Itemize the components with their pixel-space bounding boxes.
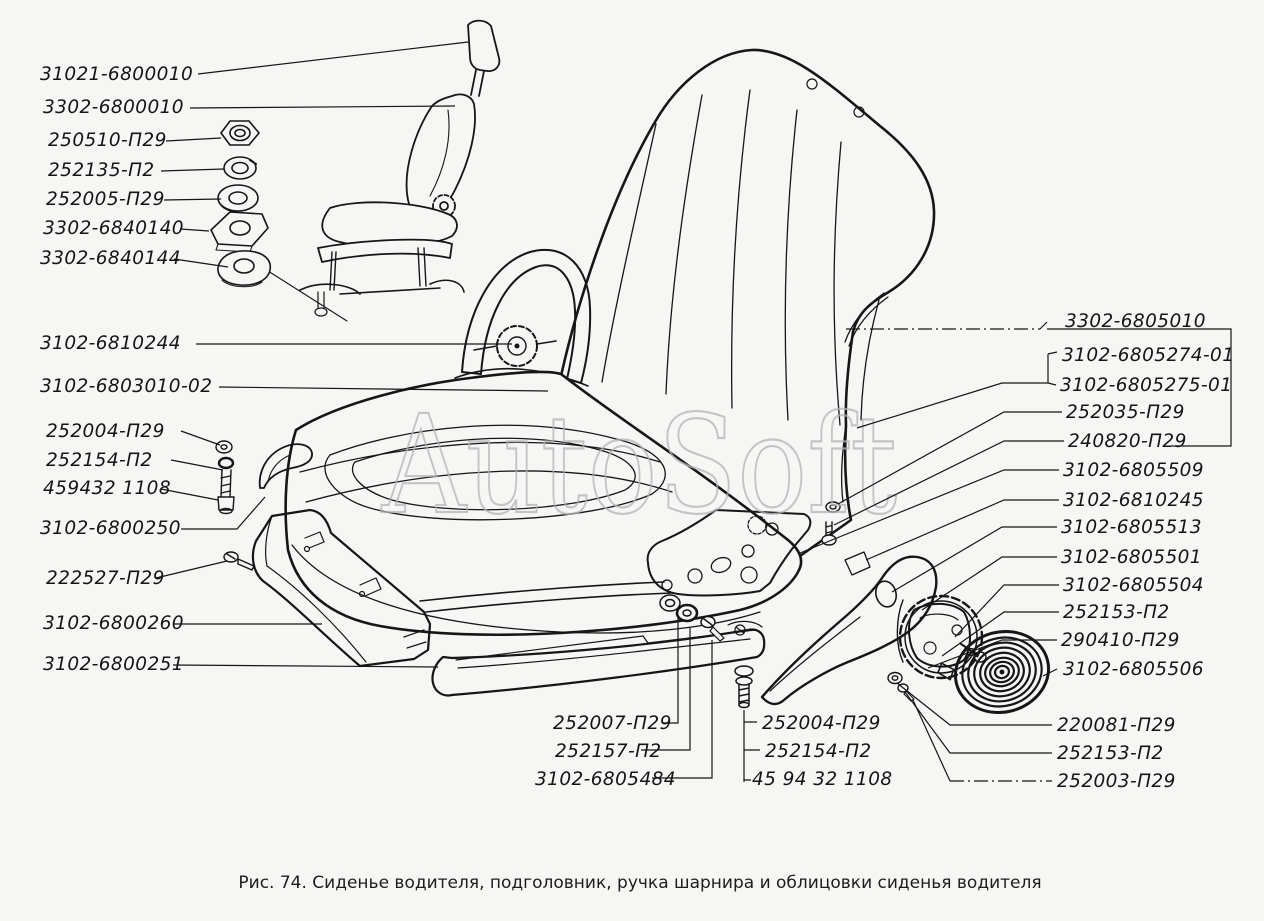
part-label: 252153-П2 [1057, 743, 1164, 764]
part-label: 252135-П2 [48, 160, 155, 181]
part-label: 3302-6840144 [40, 248, 181, 269]
part-label: 240820-П29 [1068, 431, 1187, 452]
watermark-text: AutoSoft [381, 387, 898, 545]
part-label: 252007-П29 [553, 713, 672, 734]
part-label: 3102-6810244 [40, 333, 181, 354]
part-label: 3302-6840140 [43, 218, 184, 239]
part-label: 252005-П29 [46, 189, 165, 210]
figure-caption: Рис. 74. Сиденье водителя, подголовник, ручка шарнира и облицовки сиденья водителя [238, 873, 1042, 893]
mount-plate-144 [218, 251, 270, 285]
part-label: 3302-6800010 [43, 97, 184, 118]
part-label: 3102-6805274-01 [1062, 345, 1235, 366]
part-label: 3102-6810245 [1063, 490, 1204, 511]
part-label: 3102-6805506 [1063, 659, 1204, 680]
part-label: 3102-6803010-02 [40, 376, 213, 397]
part-label: 250510-П29 [48, 130, 167, 151]
part-label: 3102-6805504 [1063, 575, 1204, 596]
part-label: 3102-6805513 [1061, 517, 1202, 538]
part-label: 252004-П29 [46, 421, 165, 442]
part-label: 31021-6800010 [40, 64, 194, 85]
part-label: 252035-П29 [1066, 402, 1185, 423]
part-label: 252154-П2 [765, 741, 872, 762]
flat-washer [218, 185, 258, 211]
part-label: 290410-П29 [1061, 630, 1180, 651]
part-label: 3102-6805509 [1063, 460, 1204, 481]
part-label: 459432 1108 [43, 478, 171, 499]
part-label: 252154-П2 [46, 450, 153, 471]
part-label: 3102-6800260 [43, 613, 184, 634]
part-label: 3102-6805501 [1061, 547, 1202, 568]
part-label: 3102-6805275-01 [1060, 375, 1233, 396]
part-label: 220081-П29 [1057, 715, 1176, 736]
part-label: 45 94 32 1108 [752, 769, 893, 790]
part-label: 3302-6805010 [1065, 311, 1206, 332]
part-label: 3102-6800250 [40, 518, 181, 539]
part-label: 3102-6805484 [535, 769, 676, 790]
part-label: 252157-П2 [555, 741, 662, 762]
part-label: 3102-6800251 [43, 654, 184, 675]
part-label: 252004-П29 [762, 713, 881, 734]
part-label: 252003-П29 [1057, 771, 1176, 792]
part-label: 252153-П2 [1063, 602, 1170, 623]
part-label: 222527-П29 [46, 568, 165, 589]
